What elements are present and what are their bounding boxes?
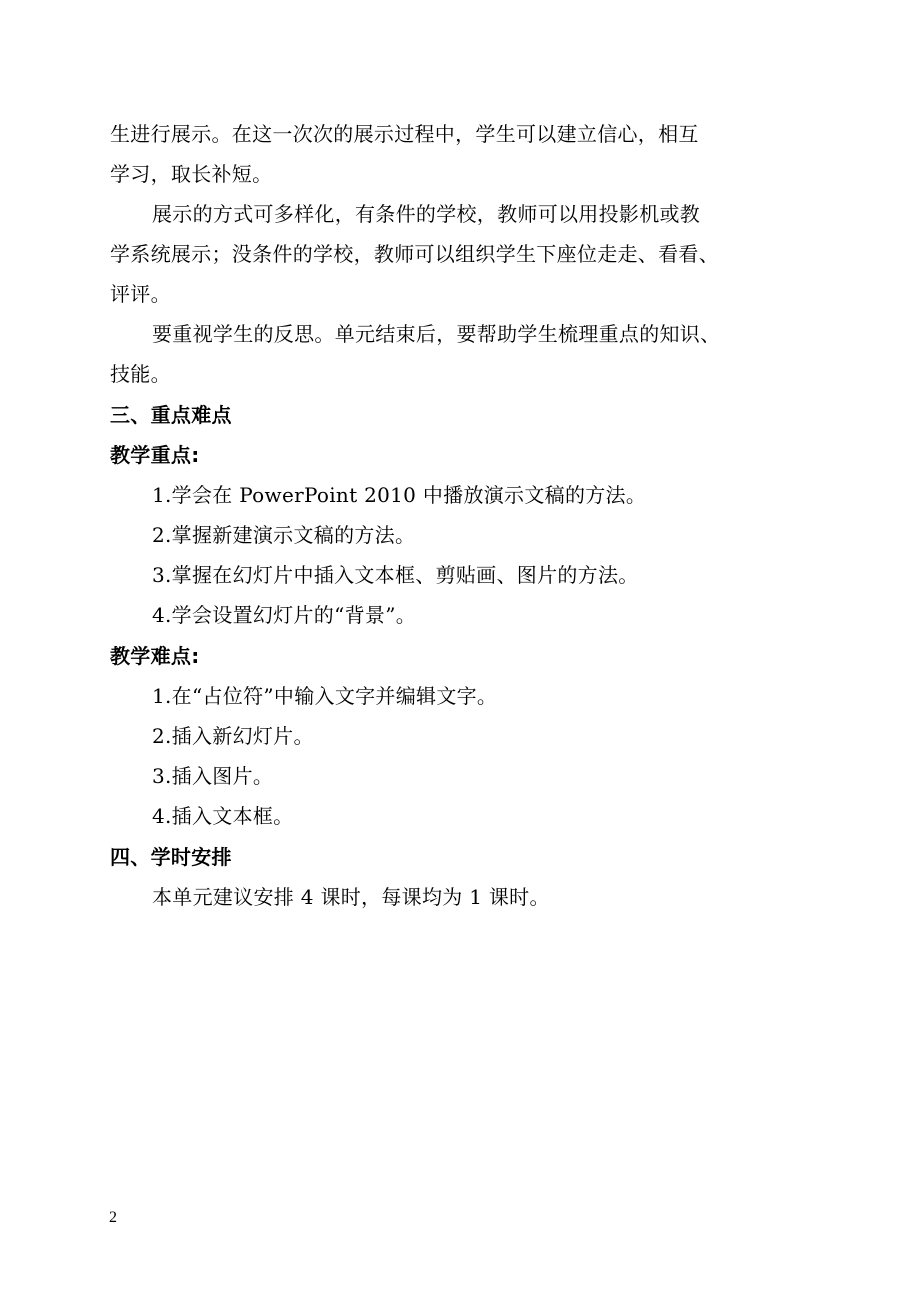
difficult-point-item-2: 2.插入新幻灯片。 xyxy=(152,724,314,748)
key-point-item-3: 3.掌握在幻灯片中插入文本框、剪贴画、图片的方法。 xyxy=(152,563,639,587)
paragraph-2-line-2: 学系统展示；没条件的学校，教师可以组织学生下座位走走、看看、 xyxy=(110,242,719,266)
difficult-point-item-3: 3.插入图片。 xyxy=(152,764,274,788)
key-point-item-2: 2.掌握新建演示文稿的方法。 xyxy=(152,523,416,547)
paragraph-1-line-2: 学习，取长补短。 xyxy=(110,162,273,186)
key-points-label: 教学重点: xyxy=(110,443,200,467)
difficult-point-item-1: 1.在“占位符”中输入文字并编辑文字。 xyxy=(152,684,498,708)
paragraph-2-line-1: 展示的方式可多样化，有条件的学校，教师可以用投影机或教 xyxy=(152,202,701,226)
section-4-text: 本单元建议安排 4 课时，每课均为 1 课时。 xyxy=(152,885,550,909)
difficult-points-label: 教学难点: xyxy=(110,644,200,668)
section-3-title: 三、重点难点 xyxy=(110,403,232,427)
page-number: 2 xyxy=(109,1209,117,1226)
paragraph-1-line-1: 生进行展示。在这一次次的展示过程中，学生可以建立信心，相互 xyxy=(110,122,699,146)
section-4-title: 四、学时安排 xyxy=(110,845,232,869)
difficult-point-item-4: 4.插入文本框。 xyxy=(152,804,294,828)
paragraph-3-line-1: 要重视学生的反思。单元结束后，要帮助学生梳理重点的知识、 xyxy=(152,322,721,346)
paragraph-3-line-2: 技能。 xyxy=(110,362,171,386)
key-point-item-1: 1.学会在 PowerPoint 2010 中播放演示文稿的方法。 xyxy=(152,483,647,507)
key-point-item-4: 4.学会设置幻灯片的“背景”。 xyxy=(152,603,417,627)
paragraph-2-line-3: 评评。 xyxy=(110,282,171,306)
